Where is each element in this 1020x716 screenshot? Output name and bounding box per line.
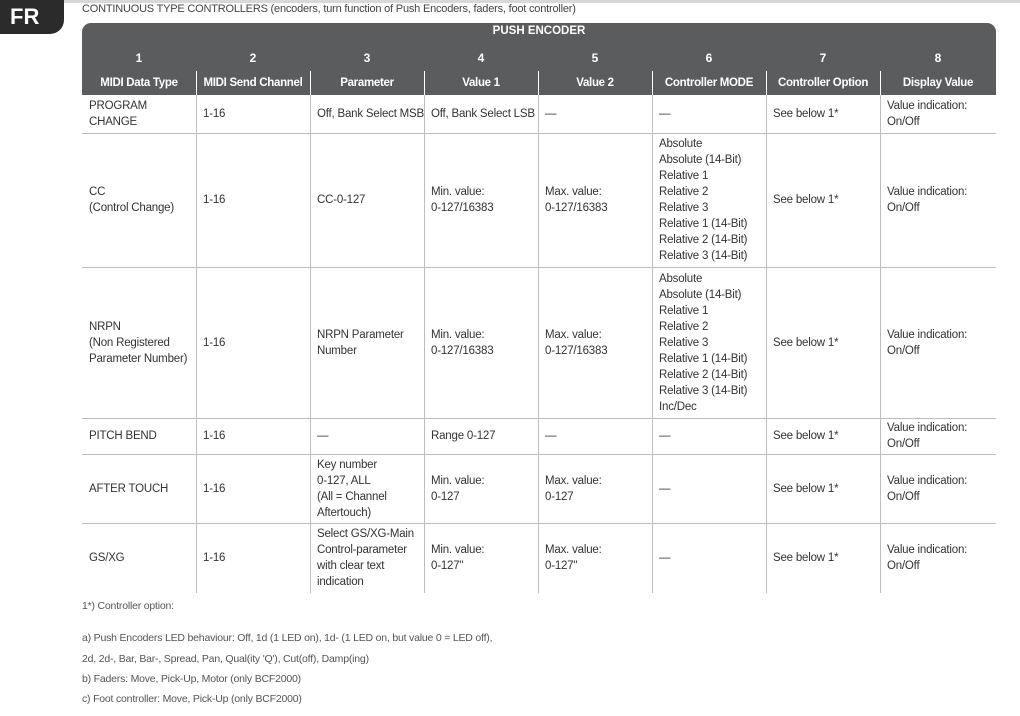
cell-line: NRPN [89, 320, 121, 333]
table-cell [880, 267, 996, 418]
column-header: Parameter [340, 77, 394, 89]
table-cell [424, 454, 538, 523]
cell-line: with clear text [317, 560, 385, 572]
column-header: Display Value [902, 77, 974, 89]
header-separator [766, 71, 767, 95]
cell-line: PITCH BEND [89, 430, 157, 442]
table-cell [766, 418, 880, 454]
cell-text [89, 550, 124, 566]
cell-line: — [317, 430, 329, 442]
column-header: MIDI Data Type [100, 77, 178, 89]
cell-line: Max. value: [545, 474, 602, 487]
cell-line: 0-127" [545, 560, 578, 572]
cell-text [203, 106, 225, 122]
cell-line: 1-16 [203, 336, 226, 349]
cell-line: GS/XG [89, 552, 125, 564]
cell-line: Absolute (14-Bit) [659, 154, 742, 166]
cell-line: — [659, 430, 671, 442]
cell-line: See below 1* [773, 108, 839, 120]
cell-text [203, 550, 225, 566]
cell-line: indication [317, 576, 364, 588]
section-title: CONTINUOUS TYPE CONTROLLERS (encoders, turn function of Push Encoders, faders, foot controller) [82, 3, 576, 15]
cell-line: See below 1* [773, 336, 839, 349]
cell-text [431, 473, 484, 505]
cell-text [89, 184, 174, 216]
cell-line: (Non Registered [89, 336, 170, 349]
table-cell [424, 133, 538, 267]
cell-line: Value indication: [887, 328, 968, 341]
cell-line: AFTER TOUCH [89, 482, 169, 495]
table-cell [766, 523, 880, 593]
cell-text [773, 481, 838, 497]
cell-text [659, 550, 670, 566]
cell-line: On/Off [887, 116, 920, 128]
table-cell [652, 454, 766, 523]
cell-line: Relative 2 [659, 186, 709, 198]
cell-text [431, 184, 493, 216]
table-cell [880, 454, 996, 523]
cell-text [545, 327, 607, 359]
cell-line: (Control Change) [89, 202, 175, 214]
table-cell [538, 267, 652, 418]
group-header: PUSH ENCODER [492, 25, 586, 37]
cell-text [887, 542, 967, 574]
cell-line: On/Off [887, 438, 920, 450]
cell-text [659, 481, 670, 497]
cell-line: Max. value: [545, 328, 602, 341]
table-cell [538, 523, 652, 593]
cell-line: 1-16 [203, 552, 226, 564]
cell-line: Absolute [659, 138, 703, 150]
cell-text [431, 428, 495, 444]
cell-text [887, 327, 967, 359]
column-number: 5 [591, 51, 599, 65]
footnote-line: a) Push Encoders LED behaviour: Off, 1d (1 LED on), 1d- (1 LED on, but value 0 = LED off), [82, 632, 493, 644]
table-cell [880, 523, 996, 593]
column-number: 2 [249, 51, 257, 65]
cell-line: — [659, 552, 671, 564]
cell-line: — [545, 430, 557, 442]
cell-text [89, 98, 196, 130]
cell-line: Select GS/XG-Main [317, 528, 414, 540]
column-header: Controller MODE [664, 77, 754, 89]
column-number: 6 [705, 51, 713, 65]
cell-text [89, 319, 187, 367]
table-cell [766, 454, 880, 523]
table-cell [880, 133, 996, 267]
cell-text [317, 192, 365, 208]
cell-line: Absolute [659, 272, 703, 285]
cell-line: On/Off [887, 490, 920, 503]
footnote-line: b) Faders: Move, Pick-Up, Motor (only BCF2000) [82, 673, 301, 685]
cell-line: Off, Bank Select MSB [317, 108, 425, 120]
cell-text [431, 542, 484, 574]
cell-text [317, 526, 414, 590]
cell-line: 0-127" [431, 560, 464, 572]
cell-line: Inc/Dec [659, 400, 697, 413]
table-cell [82, 454, 196, 523]
table-cell [880, 95, 996, 133]
cell-line: NRPN Parameter [317, 328, 404, 341]
cell-line: Value indication: [887, 100, 968, 112]
cell-line: 1-16 [203, 194, 226, 206]
language-tab-fr[interactable]: FR [0, 0, 64, 34]
header-separator [538, 71, 539, 95]
table-cell [82, 133, 196, 267]
cell-line: Key number [317, 458, 378, 471]
header-separator [310, 71, 311, 95]
table-cell [310, 418, 424, 454]
cell-line: 1-16 [203, 482, 226, 495]
table-cell [766, 267, 880, 418]
table-cell [82, 418, 196, 454]
cell-line: 0-127/16383 [431, 344, 494, 357]
cell-line: Relative 1 [659, 170, 709, 182]
cell-text [887, 98, 967, 130]
header-separator [880, 71, 881, 95]
cell-line: 0-127 [431, 490, 460, 503]
cell-line: Relative 3 [659, 202, 709, 214]
table-cell [538, 418, 652, 454]
cell-text [203, 481, 225, 497]
cell-text [773, 428, 838, 444]
table-cell [196, 95, 310, 133]
cell-line: — [659, 482, 671, 495]
cell-line: Max. value: [545, 544, 602, 556]
table-cell [310, 454, 424, 523]
cell-line: — [545, 108, 557, 120]
table-cell [82, 523, 196, 593]
cell-text [659, 136, 747, 264]
table-cell [310, 133, 424, 267]
column-header: Value 1 [462, 77, 500, 89]
cell-text [773, 335, 838, 351]
cell-text [773, 192, 838, 208]
cell-text [545, 106, 556, 122]
cell-line: Min. value: [431, 474, 485, 487]
table-cell [310, 523, 424, 593]
table-cell [424, 523, 538, 593]
cell-text [431, 106, 535, 122]
table-cell [82, 267, 196, 418]
cell-line: On/Off [887, 202, 920, 214]
cell-line: 0-127 [545, 490, 574, 503]
table-cell [766, 133, 880, 267]
cell-text [545, 184, 607, 216]
table-cell [310, 95, 424, 133]
column-header: Value 2 [576, 77, 614, 89]
column-header: MIDI Send Channel [203, 77, 303, 89]
cell-line: CC-0-127 [317, 194, 366, 206]
column-number: 8 [934, 51, 942, 65]
cell-line: Relative 3 (14-Bit) [659, 384, 748, 397]
cell-line: Relative 3 [659, 336, 709, 349]
cell-line: Control-parameter [317, 544, 407, 556]
cell-text [887, 184, 967, 216]
table-cell [196, 523, 310, 593]
cell-line: Range 0-127 [431, 430, 496, 442]
cell-line: 1-16 [203, 430, 226, 442]
cell-line: Relative 2 (14-Bit) [659, 368, 748, 381]
cell-text [317, 327, 404, 359]
cell-text [317, 457, 387, 521]
cell-line: Relative 2 (14-Bit) [659, 234, 748, 246]
table-cell [652, 523, 766, 593]
column-number: 4 [477, 51, 485, 65]
table-cell [82, 95, 196, 133]
cell-text [203, 428, 225, 444]
header-separator [424, 71, 425, 95]
cell-line: See below 1* [773, 194, 839, 206]
cell-line: Min. value: [431, 544, 485, 556]
table-cell [538, 133, 652, 267]
cell-line: Value indication: [887, 474, 968, 487]
cell-text [203, 335, 225, 351]
cell-text [887, 473, 967, 505]
cell-line: Parameter Number) [89, 352, 188, 365]
cell-line: On/Off [887, 560, 920, 572]
cell-text [659, 106, 670, 122]
table-cell [196, 133, 310, 267]
cell-line: On/Off [887, 344, 920, 357]
table-cell [424, 95, 538, 133]
cell-line: Relative 3 (14-Bit) [659, 250, 748, 262]
table-cell [310, 267, 424, 418]
table-cell [652, 418, 766, 454]
cell-line: Value indication: [887, 422, 968, 434]
cell-line: CC [89, 186, 106, 198]
cell-text [659, 428, 670, 444]
cell-text [203, 192, 225, 208]
cell-line: Min. value: [431, 186, 485, 198]
cell-line: Max. value: [545, 186, 602, 198]
cell-line: See below 1* [773, 430, 839, 442]
cell-line: See below 1* [773, 482, 839, 495]
cell-text [545, 542, 602, 574]
column-header: Controller Option [777, 77, 869, 89]
cell-line: See below 1* [773, 552, 839, 564]
table-cell [538, 454, 652, 523]
cell-line: PROGRAM CHANGE [89, 100, 148, 128]
table-cell [652, 267, 766, 418]
cell-line: Value indication: [887, 544, 968, 556]
table-cell [196, 454, 310, 523]
table-cell [766, 95, 880, 133]
header-separator [196, 71, 197, 95]
cell-text [773, 550, 838, 566]
table-cell [424, 418, 538, 454]
cell-text [545, 473, 602, 505]
column-number: 3 [363, 51, 371, 65]
cell-text [89, 428, 157, 444]
cell-line: Off, Bank Select LSB [431, 108, 535, 120]
cell-line: Relative 1 [659, 304, 709, 317]
cell-line: Min. value: [431, 328, 485, 341]
cell-line: Aftertouch) [317, 506, 372, 519]
header-separator [652, 71, 653, 95]
cell-text [773, 106, 838, 122]
table-cell [196, 267, 310, 418]
cell-text [659, 271, 747, 415]
cell-text [317, 428, 328, 444]
cell-line: Relative 2 [659, 320, 709, 333]
table-cell [880, 418, 996, 454]
cell-line: 0-127/16383 [431, 202, 494, 214]
cell-text [545, 428, 556, 444]
column-number: 1 [135, 51, 143, 65]
cell-line: 0-127/16383 [545, 344, 608, 357]
cell-line: 0-127/16383 [545, 202, 608, 214]
cell-text [317, 106, 424, 122]
cell-text [431, 327, 493, 359]
cell-line: Value indication: [887, 186, 968, 198]
footnote-line: 1*) Controller option: [82, 600, 174, 612]
footnote-line: c) Foot controller: Move, Pick-Up (only BCF2000) [82, 693, 302, 705]
table-cell [538, 95, 652, 133]
cell-line: — [659, 108, 671, 120]
table-cell [424, 267, 538, 418]
cell-line: Number [317, 344, 357, 357]
column-number: 7 [819, 51, 827, 65]
table-cell [652, 95, 766, 133]
table-cell [652, 133, 766, 267]
cell-line: 0-127, ALL [317, 474, 371, 487]
cell-line: 1-16 [203, 108, 226, 120]
cell-line: Relative 1 (14-Bit) [659, 218, 748, 230]
table-cell [196, 418, 310, 454]
cell-line: Absolute (14-Bit) [659, 288, 742, 301]
cell-line: Relative 1 (14-Bit) [659, 352, 748, 365]
cell-line: (All = Channel [317, 490, 387, 503]
cell-text [89, 481, 168, 497]
footnote-line: 2d, 2d-, Bar, Bar-, Spread, Pan, Qual(ity 'Q'), Cut(off), Damp(ing) [82, 653, 369, 665]
cell-text [887, 420, 967, 452]
